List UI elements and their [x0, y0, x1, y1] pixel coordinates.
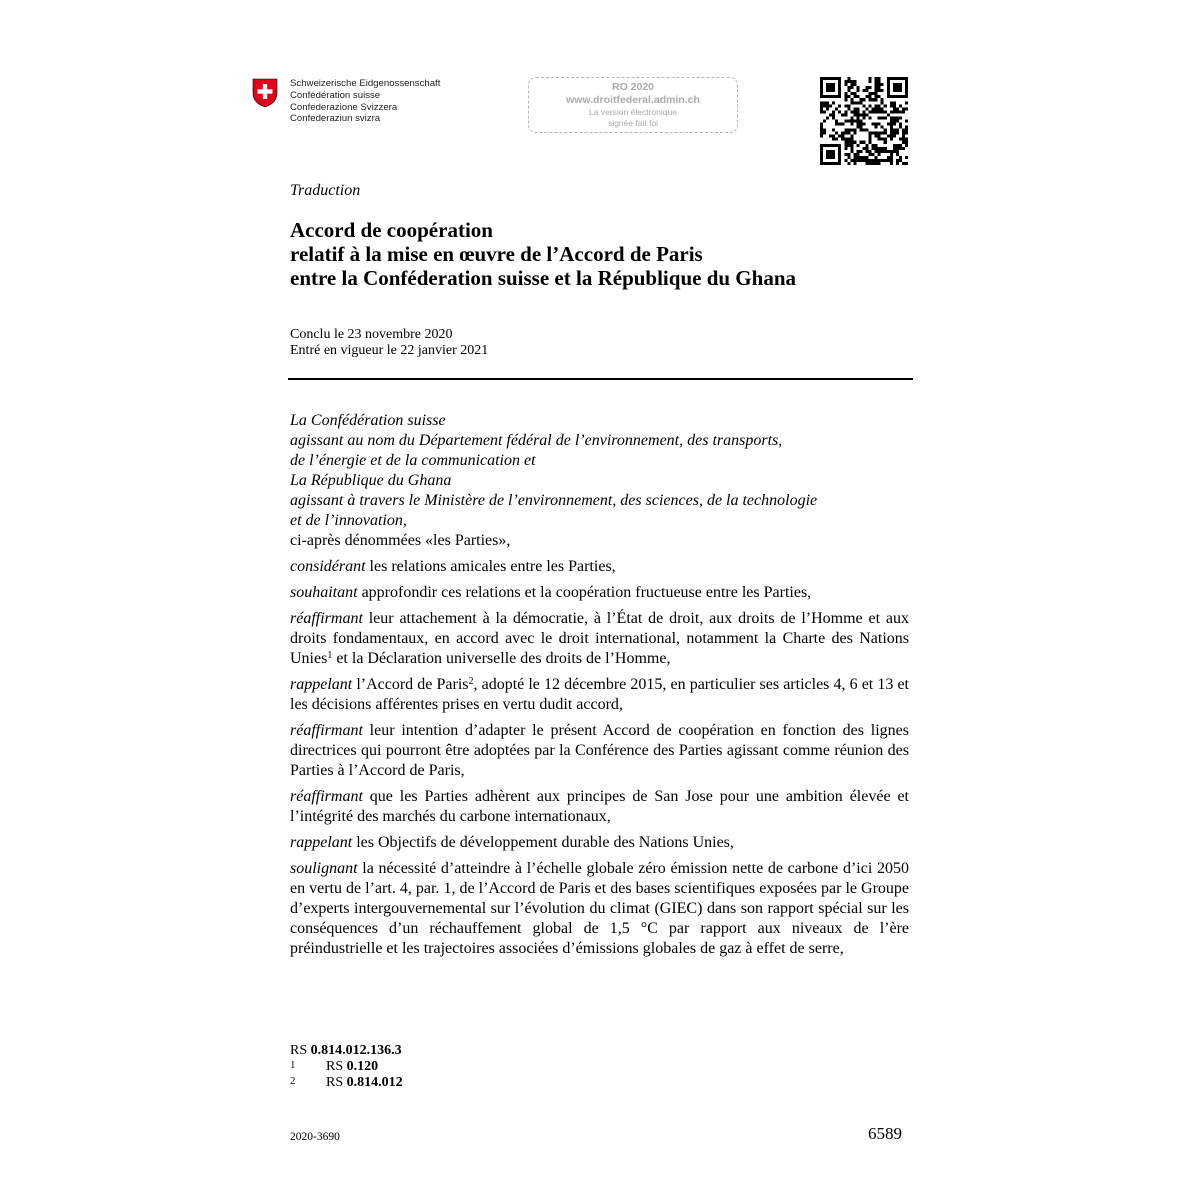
party-ghana: La République du Ghana: [290, 472, 452, 489]
recital-soulignant: [290, 859, 909, 959]
party-switzerland-acting-1: agissant au nom du Département fédéral de l’environnement, des transports,: [290, 432, 783, 449]
recital-lead: rappelant: [290, 676, 353, 693]
title-line-2: relatif à la mise en œuvre de l’Accord de Paris: [290, 242, 703, 266]
recital-text: les Objectifs de développement durable des Nations Unies,: [352, 834, 734, 851]
confederation-name-it: Confederazione Svizzera: [290, 101, 398, 113]
concluded-date: Conclu le 23 novembre 2020: [290, 327, 453, 342]
footnote-number: 1: [290, 1059, 296, 1071]
rs-number: 0.814.012.136.3: [310, 1043, 402, 1058]
recital-text: que les Parties adhèrent aux principes de San Jose pour une ambition élevée et l’intégrité des marchés du carbone internationaux,: [290, 788, 909, 825]
qr-code-icon: [820, 77, 908, 165]
footnote-ref-2[interactable]: 2: [468, 676, 474, 687]
footnote-prefix: RS: [326, 1059, 344, 1074]
footnote-number: 2: [290, 1075, 296, 1087]
hereinafter-clause: ci-après dénommées «les Parties»,: [290, 532, 511, 549]
recital-lead: réaffirmant: [290, 722, 363, 739]
recital-lead: soulignant: [290, 860, 358, 877]
recital-text: les relations amicales entre les Parties,: [365, 558, 616, 575]
document-dates: [290, 327, 488, 359]
recital-lead: réaffirmant: [290, 610, 363, 627]
confederation-name-rm: Confederaziun svizra: [290, 113, 381, 125]
recital-text: leur attachement à la démocratie, à l’État de droit, aux droits de l’Homme et aux droits fondamentaux, en accord avec le droit international, notamment la Charte des Nations Unies: [290, 610, 909, 667]
confederation-name-de: Schweizerische Eidgenossenschaft: [290, 78, 441, 89]
recital-rappelant-accord: [290, 675, 909, 715]
footnote-ref: 0.120: [346, 1059, 379, 1074]
recital-lead: considérant: [290, 558, 366, 575]
document-title: [290, 218, 796, 290]
footnote-ref: 0.814.012: [346, 1075, 403, 1090]
swiss-coat-of-arms-icon: [252, 78, 278, 108]
parties-block: [290, 411, 909, 551]
footnote-prefix: RS: [326, 1075, 344, 1090]
stamp-note-2: signée fait foi: [607, 118, 659, 128]
recital-text-cont: et la Déclaration universelle des droits de l’Homme,: [332, 650, 671, 667]
confederation-names: [290, 78, 440, 125]
stamp-note-1: La version électronique: [589, 107, 677, 117]
stamp-ro-number: RO 2020: [611, 81, 655, 93]
recital-souhaitant: [290, 583, 909, 603]
page-number: 6589: [868, 1124, 902, 1143]
in-force-date: Entré en vigueur le 22 janvier 2021: [290, 343, 489, 358]
title-line-1: Accord de coopération: [290, 218, 493, 242]
official-publication-stamp: [528, 77, 738, 133]
title-line-3: entre la Conféderation suisse et la République du Ghana: [290, 266, 796, 290]
recital-reaffirmant-san-jose: [290, 787, 909, 827]
recital-text: l’Accord de Paris: [352, 676, 469, 693]
header-divider: [288, 378, 913, 380]
recital-lead: réaffirmant: [290, 788, 363, 805]
stamp-website: www.droitfederal.admin.ch: [566, 94, 700, 106]
party-ghana-acting-1: agissant à travers le Ministère de l’environnement, des sciences, de la technologie: [290, 492, 818, 509]
recital-reaffirmant-intention: [290, 721, 909, 781]
recital-text-cont: , adopté le 12 décembre 2015, en particulier ses articles 4, 6 et 13 et les décisions afférentes prises en vertu dudit accord,: [290, 676, 910, 713]
document-number: 2020-3690: [290, 1131, 340, 1143]
preamble: [290, 411, 909, 965]
recital-reaffirmant-democratie: [290, 609, 909, 669]
recital-text: approfondir ces relations et la coopération fructueuse entre les Parties,: [357, 584, 812, 601]
footnote-2: [290, 1075, 403, 1091]
recital-rappelant-odd: [290, 833, 909, 853]
recital-considerant: [290, 557, 909, 577]
party-switzerland: La Confédération suisse: [290, 412, 446, 429]
rs-prefix: RS: [290, 1043, 308, 1058]
recital-lead: rappelant: [290, 834, 353, 851]
party-switzerland-acting-2: de l’énergie et de la communication et: [290, 452, 536, 469]
recital-lead: souhaitant: [290, 584, 358, 601]
recital-text: la nécessité d’atteindre à l’échelle globale zéro émission nette de carbone d’ici 2050 en vertu de l’art. 4, par. 1, de l’Accord de Paris et des bases scientifiques exposées par le Groupe d’experts intergouvernemental sur l’évolution du climat (GIEC) dans son rapport spécial sur les conséquences d’un réchauffement global de 1,5 °C par rapport aux niveaux de l’ère préindustrielle et les trajectoires associées d’émissions globales de gaz à effet de serre,: [290, 860, 909, 957]
recital-text: leur intention d’adapter le présent Accord de coopération en fonction des lignes directrices qui pourront être adoptées par la Conférence des Parties agissant comme réunion des Parties à l’Accord de Paris,: [290, 722, 909, 779]
party-ghana-acting-2: et de l’innovation,: [290, 512, 407, 529]
footnote-ref-1[interactable]: 1: [327, 650, 333, 661]
footnotes: [290, 1043, 403, 1091]
translation-label: Traduction: [290, 182, 361, 199]
confederation-name-fr: Confédération suisse: [290, 89, 381, 101]
